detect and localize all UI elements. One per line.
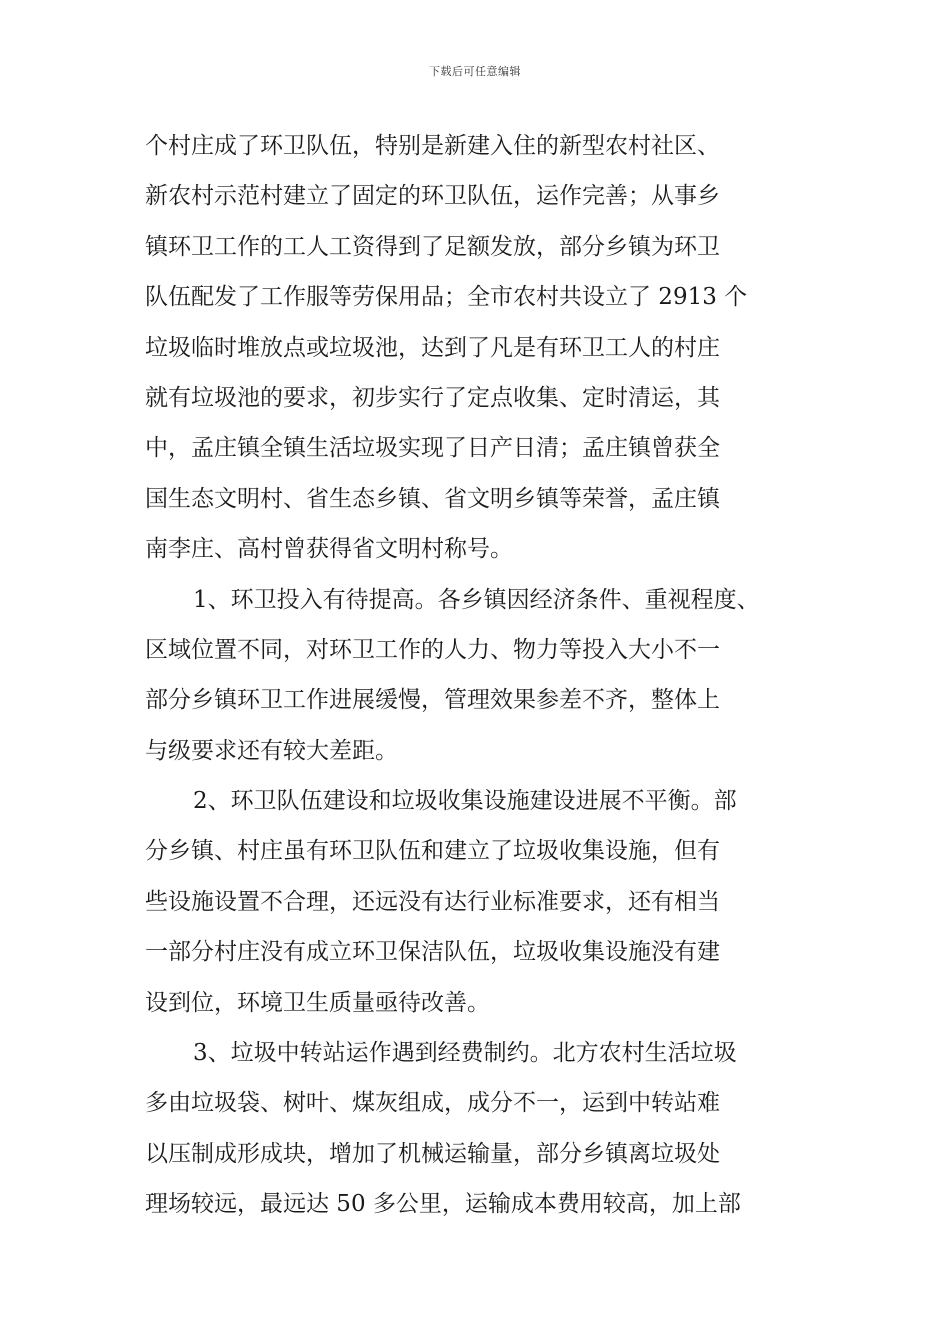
text-line: 部分乡镇环卫工作进展缓慢，管理效果参差不齐，整体上	[145, 687, 720, 714]
text-line: 3、垃圾中转站运作遇到经费制约。北方农村生活垃圾	[193, 1040, 737, 1067]
document-body	[145, 131, 810, 1240]
text-line: 一部分村庄没有成立环卫保洁队伍，垃圾收集设施没有建	[145, 939, 720, 966]
text-line: 多由垃圾袋、树叶、煤灰组成，成分不一，运到中转站难	[145, 1090, 720, 1117]
page-header-note: 下载后可任意编辑	[429, 65, 521, 78]
text-line: 些设施设置不合理，还远没有达行业标准要求，还有相当	[145, 888, 720, 915]
text-line: 分乡镇、村庄虽有环卫队伍和建立了垃圾收集设施，但有	[145, 838, 720, 865]
text-line: 镇环卫工作的工人工资得到了足额发放，部分乡镇为环卫	[145, 233, 720, 260]
text-line: 设到位，环境卫生质量亟待改善。	[145, 989, 490, 1016]
text-line: 理场较远，最远达 50 多公里，运输成本费用较高，加上部	[145, 1191, 741, 1218]
text-line: 1、环卫投入有待提高。各乡镇因经济条件、重视程度、	[193, 586, 760, 613]
text-line: 与级要求还有较大差距。	[145, 737, 398, 764]
text-line: 就有垃圾池的要求，初步实行了定点收集、定时清运，其	[145, 384, 720, 411]
text-line: 国生态文明村、省生态乡镇、省文明乡镇等荣誉，孟庄镇	[145, 485, 720, 512]
text-line: 队伍配发了工作服等劳保用品；全市农村共设立了 2913 个	[145, 284, 748, 311]
text-line: 南李庄、高村曾获得省文明村称号。	[145, 536, 513, 563]
text-line: 垃圾临时堆放点或垃圾池，达到了凡是有环卫工人的村庄	[145, 334, 720, 361]
text-line: 个村庄成了环卫队伍，特别是新建入住的新型农村社区、	[145, 133, 720, 159]
text-line: 2、环卫队伍建设和垃圾收集设施建设进展不平衡。部	[193, 788, 737, 815]
text-line: 新农村示范村建立了固定的环卫队伍，运作完善；从事乡	[145, 183, 720, 210]
text-line: 中，孟庄镇全镇生活垃圾实现了日产日清；孟庄镇曾获全	[145, 435, 720, 462]
text-line: 以压制成形成块，增加了机械运输量，部分乡镇离垃圾处	[145, 1140, 720, 1167]
text-line: 区域位置不同，对环卫工作的人力、物力等投入大小不一	[145, 636, 720, 663]
